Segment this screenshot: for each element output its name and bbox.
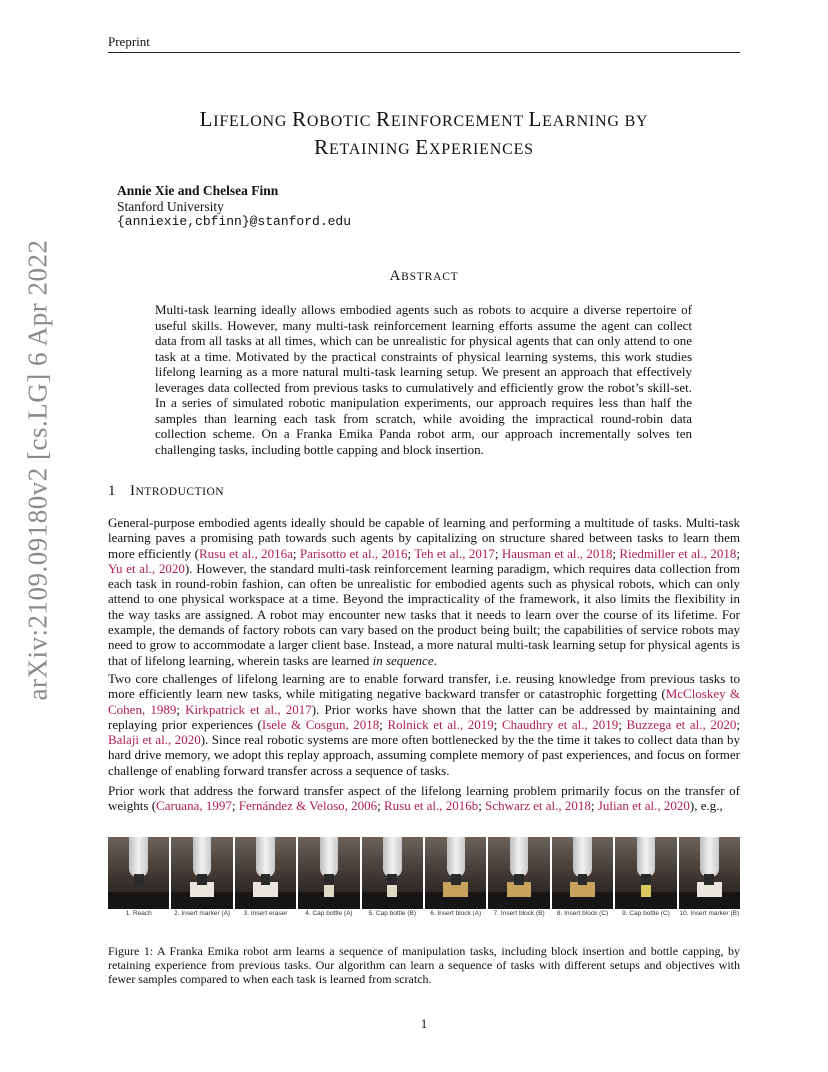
panel-caption: 9. Cap bottle (C) — [622, 910, 670, 917]
panel-caption: 8. Insert block (C) — [556, 910, 609, 917]
figure-panel — [552, 837, 613, 919]
robot-photo — [235, 837, 296, 909]
authors: Annie Xie and Chelsea Finn — [117, 183, 279, 198]
figure-panel — [425, 837, 486, 919]
citation-link[interactable]: Rusu et al., 2016a — [198, 545, 293, 561]
robot-photo — [108, 837, 169, 909]
citation-link[interactable]: Kirkpatrick et al., 2017 — [185, 701, 312, 717]
citation-link[interactable]: Balaji et al., 2020 — [108, 732, 201, 748]
citation-link[interactable]: Buzzega et al., 2020 — [626, 716, 737, 732]
figure-panel — [362, 837, 423, 919]
figure-panel — [298, 837, 359, 919]
intro-paragraph-3: Prior work that address the forward transfer aspect of the lifelong learning problem primarily focus on the transfer of weights (Caruana, 1997; Fernández & Veloso, 2006; Rusu et al., 2016b; Schwarz et al., 2018; Julian et al., 2020), e.g., — [108, 783, 740, 814]
figure-panel — [171, 837, 232, 919]
header-rule — [108, 52, 740, 53]
robot-photo — [298, 837, 359, 909]
paper-title-line-2: RETAINING EXPERIENCES — [314, 135, 534, 159]
citation-link[interactable]: Julian et al., 2020 — [597, 798, 690, 814]
panel-caption: 4. Cap bottle (A) — [305, 910, 353, 917]
page-number: 1 — [420, 1016, 428, 1031]
figure-panel — [235, 837, 296, 919]
figure-panel — [615, 837, 676, 919]
robot-photo — [679, 837, 740, 909]
section-heading-introduction: 1 INTRODUCTION — [108, 483, 225, 499]
citation-link[interactable]: Schwarz et al., 2018 — [485, 798, 591, 814]
figure-panel — [108, 837, 169, 919]
intro-paragraph-2: Two core challenges of lifelong learning are to enable forward transfer, i.e. reusing knowledge from previous tasks to more efficiently learn new tasks, while mitigating negative backward transfer or catastrophic forgetting (McCloskey & Cohen, 1989; Kirkpatrick et al., 2017). Prior works have shown that the latter can be addressed by maintaining and replaying prior experiences (Isele & Cosgun, 2018; Rolnick et al., 2019; Chaudhry et al., 2019; Buzzega et al., 2020; Balaji et al., 2020). Since real robotic systems are more often bottlenecked by the the time it takes to collect data than by hard drive memory, we adopt this replay approach, assuming complete memory of past experiences, and focus on former challenge of enabling forward transfer across a sequence of tasks. — [108, 671, 740, 778]
citation-link[interactable]: Rusu et al., 2016b — [384, 798, 479, 814]
citation-link[interactable]: Isele & Cosgun, 2018 — [261, 716, 380, 732]
citation-link[interactable]: Yu et al., 2020 — [108, 560, 185, 576]
arxiv-id-text: arXiv:2109.09180v2 [cs.LG] 6 Apr 2022 — [22, 239, 53, 701]
paper-title-line-1: LIFELONG ROBOTIC REINFORCEMENT LEARNING BY — [199, 107, 649, 131]
panel-caption: 3. Insert eraser — [243, 910, 288, 917]
citation-link[interactable]: Hausman et al., 2018 — [501, 545, 613, 561]
panel-caption: 7. Insert block (B) — [493, 910, 545, 917]
citation-link[interactable]: Parisotto et al., 2016 — [299, 545, 408, 561]
panel-caption: 5. Cap bottle (B) — [368, 910, 416, 917]
panel-caption: 1. Reach — [125, 910, 152, 917]
panel-caption: 10. Insert marker (B) — [679, 910, 740, 917]
robot-photo — [425, 837, 486, 909]
figure-1-caption: Figure 1: A Franka Emika robot arm learns a sequence of manipulation tasks, including block insertion and bottle capping, by retaining experience from previous tasks. Our algorithm can learn a sequence of tasks with different setups and objectives with fewer samples compared to when each task is learned from scratch. — [108, 944, 741, 986]
robot-photo — [171, 837, 232, 909]
figure-1-photo-strip — [108, 837, 740, 919]
citation-link[interactable]: Caruana, 1997 — [156, 798, 232, 814]
figure-panel — [488, 837, 549, 919]
citation-link[interactable]: McCloskey & Cohen, 1989 — [108, 686, 740, 717]
citation-link[interactable]: Rolnick et al., 2019 — [387, 716, 494, 732]
intro-paragraph-1: General-purpose embodied agents ideally should be capable of learning and performing a multitude of tasks. Multi-task learning paves a promising path towards such agents by capitalizing on structure shared between tasks to learn them more efficiently (Rusu et al., 2016a; Parisotto et al., 2016; Teh et al., 2017; Hausman et al., 2018; Riedmiller et al., 2018; Yu et al., 2020). However, the standard multi-task reinforcement learning paradigm, which requires data collection from each task in round-robin fashion, can often be unrealistic for embodied agents such as physical robots, which can only attend to one physical workspace at a time. Beyond the impracticality of the framework, it also limits the flexibility in the way tasks are assigned. A robot may encounter new tasks that it needs to learn over the course of its lifetime. For example, the demands of factory robots can vary based on the product being built; the capabilities of service robots may need to grow to accommodate a larger client base. Instead, a more natural multi-task learning setup for physical agents is that of lifelong learning, wherein tasks are learned in sequence. — [108, 515, 740, 668]
abstract-text: Multi-task learning ideally allows embodied agents such as robots to acquire a diverse repertoire of useful skills. However, many multi-task reinforcement learning efforts assume the agent can collect data from all tasks at all times, which can be unrealistic for physical agents that can only attend to one task at a time. Motivated by the practical constraints of physical learning systems, this work studies lifelong learning as a more natural multi-task learning setup. We present an approach that effectively leverages data collected from previous tasks to cumulatively and efficiently grow the robot’s skill-set. In a series of simulated robotic manipulation experiments, our approach requires less than half the samples than learning each task from scratch, while avoiding the impractical round-robin data collection scheme. On a Franka Emika Panda robot arm, our approach incrementally solves ten challenging tasks, including bottle capping and block insertion. — [155, 302, 692, 457]
panel-caption: 6. Insert block (A) — [430, 910, 482, 917]
robot-photo — [552, 837, 613, 909]
robot-photo — [488, 837, 549, 909]
citation-link[interactable]: Chaudhry et al., 2019 — [501, 716, 619, 732]
panel-caption: 2. Insert marker (A) — [174, 910, 231, 917]
robot-photo — [615, 837, 676, 909]
author-emails: {anniexie,cbfinn}@stanford.edu — [117, 214, 352, 229]
affiliation: Stanford University — [117, 199, 224, 214]
citation-link[interactable]: Teh et al., 2017 — [414, 545, 495, 561]
citation-link[interactable]: Riedmiller et al., 2018 — [619, 545, 737, 561]
figure-panel — [679, 837, 740, 919]
abstract-heading: ABSTRACT — [389, 268, 459, 284]
robot-photo — [362, 837, 423, 909]
citation-link[interactable]: Fernández & Veloso, 2006 — [238, 798, 378, 814]
running-header: Preprint — [108, 34, 150, 49]
